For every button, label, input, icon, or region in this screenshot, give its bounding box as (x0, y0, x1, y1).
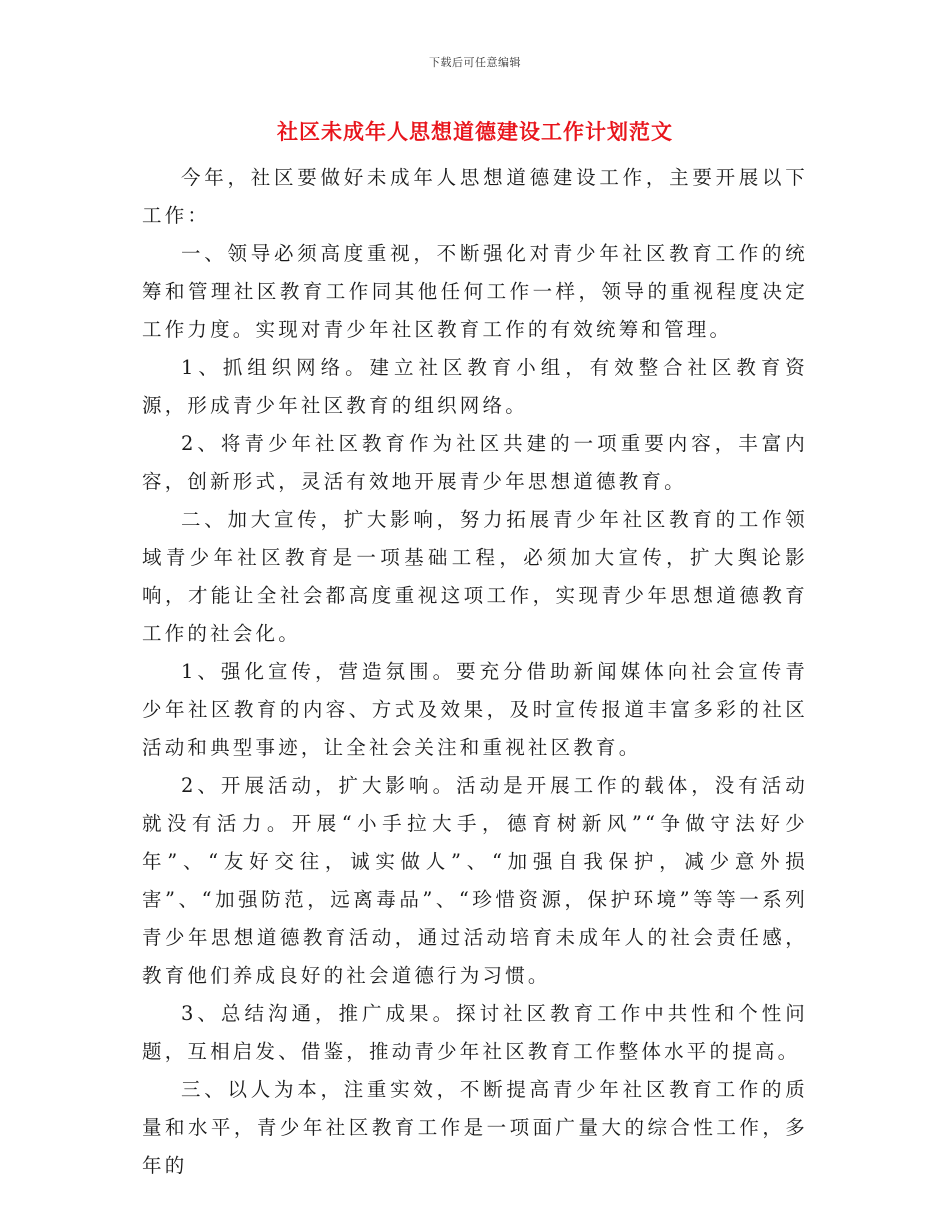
paragraph-2-3: 3、总结沟通，推广成果。探讨社区教育工作中共性和个性问题，互相启发、借鉴，推动青少年社区教育工作整体水平的提高。 (142, 1002, 808, 1063)
paragraph-section-3: 三、以人为本，注重实效，不断提高青少年社区教育工作的质量和水平，青少年社区教育工作是一项面广量大的综合性工作，多年的 (142, 1078, 808, 1177)
header-note: 下载后可任意编辑 (429, 56, 521, 69)
paragraph-section-1: 一、领导必须高度重视，不断强化对青少年社区教育工作的统筹和管理社区教育工作同其他任何工作一样，领导的重视程度决定工作力度。实现对青少年社区教育工作的有效统筹和管理。 (142, 242, 808, 341)
paragraph-section-2: 二、加大宣传，扩大影响，努力拓展青少年社区教育的工作领域青少年社区教育是一项基础工程，必须加大宣传，扩大舆论影响，才能让全社会都高度重视这项工作，实现青少年思想道德教育工作的社会化。 (142, 508, 808, 645)
paragraph-2-1: 1、强化宣传，营造氛围。要充分借助新闻媒体向社会宣传青少年社区教育的内容、方式及效果，及时宣传报道丰富多彩的社区活动和典型事迹，让全社会关注和重视社区教育。 (142, 660, 808, 759)
paragraph-1-2: 2、将青少年社区教育作为社区共建的一项重要内容，丰富内容，创新形式，灵活有效地开展青少年思想道德教育。 (142, 432, 808, 493)
document-body (142, 159, 808, 1185)
paragraph-1-1: 1、抓组织网络。建立社区教育小组，有效整合社区教育资源，形成青少年社区教育的组织网络。 (142, 356, 808, 417)
document-title: 社区未成年人思想道德建设工作计划范文 (277, 120, 673, 144)
paragraph-intro: 今年，社区要做好未成年人思想道德建设工作，主要开展以下工作： (142, 166, 808, 227)
paragraph-2-2: 2、开展活动，扩大影响。活动是开展工作的载体，没有活动就没有活力。开展“小手拉大手，德育树新风”“争做守法好少年”、“友好交往，诚实做人”、“加强自我保护，减少意外损害”、“加强防范，远离毒品”、“珍惜资源，保护环境”等等一系列青少年思想道德教育活动，通过活动培育未成年人的社会责任感，教育他们养成良好的社会道德行为习惯。 (142, 774, 808, 987)
